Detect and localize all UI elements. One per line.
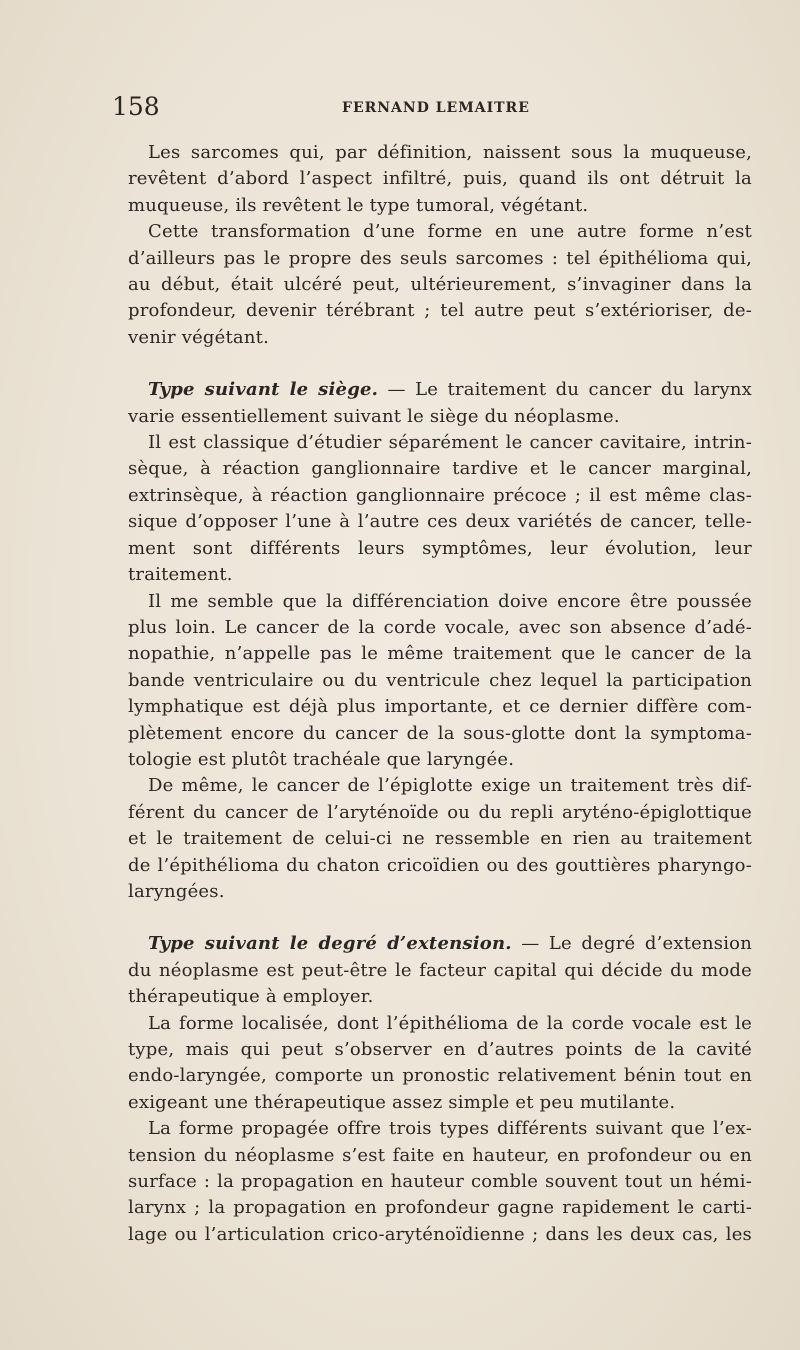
text-line: sèque, à réaction ganglionnaire tardive et le cancer marginal, bbox=[128, 458, 752, 480]
text-line: exigeant une thérapeutique assez simple et peu mutilante. bbox=[128, 1091, 676, 1113]
text-fragment: — Le traitement du cancer du larynx bbox=[378, 379, 752, 401]
text-line: endo-laryngée, comporte un pronostic relativement bénin tout en bbox=[128, 1065, 752, 1087]
page-number: 158 bbox=[112, 92, 160, 121]
text-line: La forme localisée, dont l’épithélioma de la corde vocale est le bbox=[148, 1012, 752, 1034]
section-paragraph bbox=[108, 377, 752, 430]
text-line: surface : la propagation en hauteur comble souvent tout un hémi- bbox=[128, 1171, 752, 1193]
text-line: sique d’opposer l’une à l’autre ces deux variétés de cancer, telle- bbox=[128, 511, 752, 533]
paragraph bbox=[108, 1011, 752, 1117]
text-line: De même, le cancer de l’épiglotte exige un traitement très dif- bbox=[148, 775, 752, 797]
page-header bbox=[112, 92, 752, 122]
text-line: bande ventriculaire ou du ventricule chez lequel la participation bbox=[128, 669, 752, 691]
text-line: Les sarcomes qui, par définition, naissent sous la muqueuse, bbox=[148, 142, 752, 163]
text-line: tension du néoplasme s’est faite en hauteur, en profondeur ou en bbox=[128, 1144, 752, 1166]
paragraph bbox=[108, 219, 752, 351]
text-line: Il est classique d’étudier séparément le cancer cavitaire, intrin- bbox=[148, 432, 752, 454]
text-line: plètement encore du cancer de la sous-glotte dont la symptoma- bbox=[128, 722, 752, 744]
section-paragraph bbox=[108, 931, 752, 1010]
text-line: La forme propagée offre trois types différents suivant que l’ex- bbox=[148, 1118, 752, 1140]
running-head: FERNAND LEMAITRE bbox=[342, 100, 530, 116]
text-line bbox=[108, 377, 752, 403]
text-line: et le traitement de celui-ci ne ressemble en rien au traitement bbox=[128, 828, 752, 850]
text-line: venir végétant. bbox=[128, 326, 270, 348]
text-line: ment sont différents leurs symptômes, leur évolution, leur bbox=[128, 537, 752, 559]
text-line: férent du cancer de l’aryténoïde ou du repli aryténo-épiglottique bbox=[128, 801, 752, 823]
text-line: au début, était ulcéré peut, ultérieurement, s’invaginer dans la bbox=[128, 274, 752, 296]
text-line: extrinsèque, à réaction ganglionnaire précoce ; il est même clas- bbox=[128, 484, 752, 506]
paragraph bbox=[108, 1116, 752, 1248]
text-line: Il me semble que la différenciation doive encore être poussée bbox=[148, 590, 752, 612]
text-line: nopathie, n’appelle pas le même traitement que le cancer de la bbox=[128, 643, 752, 665]
text-line: larynx ; la propagation en profondeur gagne rapidement le carti- bbox=[128, 1197, 752, 1219]
text-line: de l’épithélioma du chaton cricoïdien ou des gouttières pharyngo- bbox=[128, 854, 752, 876]
paragraph bbox=[108, 773, 752, 905]
paragraph bbox=[108, 430, 752, 588]
body-text bbox=[108, 140, 752, 1248]
text-line: lage ou l’articulation crico-aryténoïdienne ; dans les deux cas, les bbox=[128, 1223, 752, 1245]
text-line: Cette transformation d’une forme en une autre forme n’est bbox=[148, 221, 752, 243]
text-line: du néoplasme est peut-être le facteur capital qui décide du mode bbox=[128, 959, 752, 981]
text-line: thérapeutique à employer. bbox=[128, 986, 374, 1008]
text-line: profondeur, devenir térébrant ; tel autre peut s’extérioriser, de- bbox=[128, 300, 752, 322]
text-fragment: — Le degré d’extension bbox=[511, 933, 752, 955]
text-line: traitement. bbox=[128, 564, 233, 586]
text-line: muqueuse, ils revêtent le type tumoral, végétant. bbox=[128, 194, 589, 216]
text-line bbox=[108, 931, 752, 957]
text-line: laryngées. bbox=[128, 880, 225, 902]
text-line: tologie est plutôt trachéale que laryngée. bbox=[128, 748, 515, 770]
text-line: lymphatique est déjà plus importante, et ce dernier diffère com- bbox=[128, 696, 752, 718]
text-line: d’ailleurs pas le propre des seuls sarcomes : tel épithélioma qui, bbox=[128, 247, 752, 269]
paragraph bbox=[108, 589, 752, 774]
text-line: varie essentiellement suivant le siège du néoplasme. bbox=[128, 405, 620, 427]
text-line: type, mais qui peut s’observer en d’autres points de la cavité bbox=[128, 1039, 752, 1060]
text-line: plus loin. Le cancer de la corde vocale, avec son absence d’adé- bbox=[128, 616, 752, 638]
section-heading: Type suivant le siège. bbox=[148, 379, 379, 401]
paragraph bbox=[108, 140, 752, 219]
section-heading: Type suivant le degré d’extension. bbox=[148, 933, 512, 955]
text-line: revêtent d’abord l’aspect infiltré, puis, quand ils ont détruit la bbox=[128, 168, 752, 190]
